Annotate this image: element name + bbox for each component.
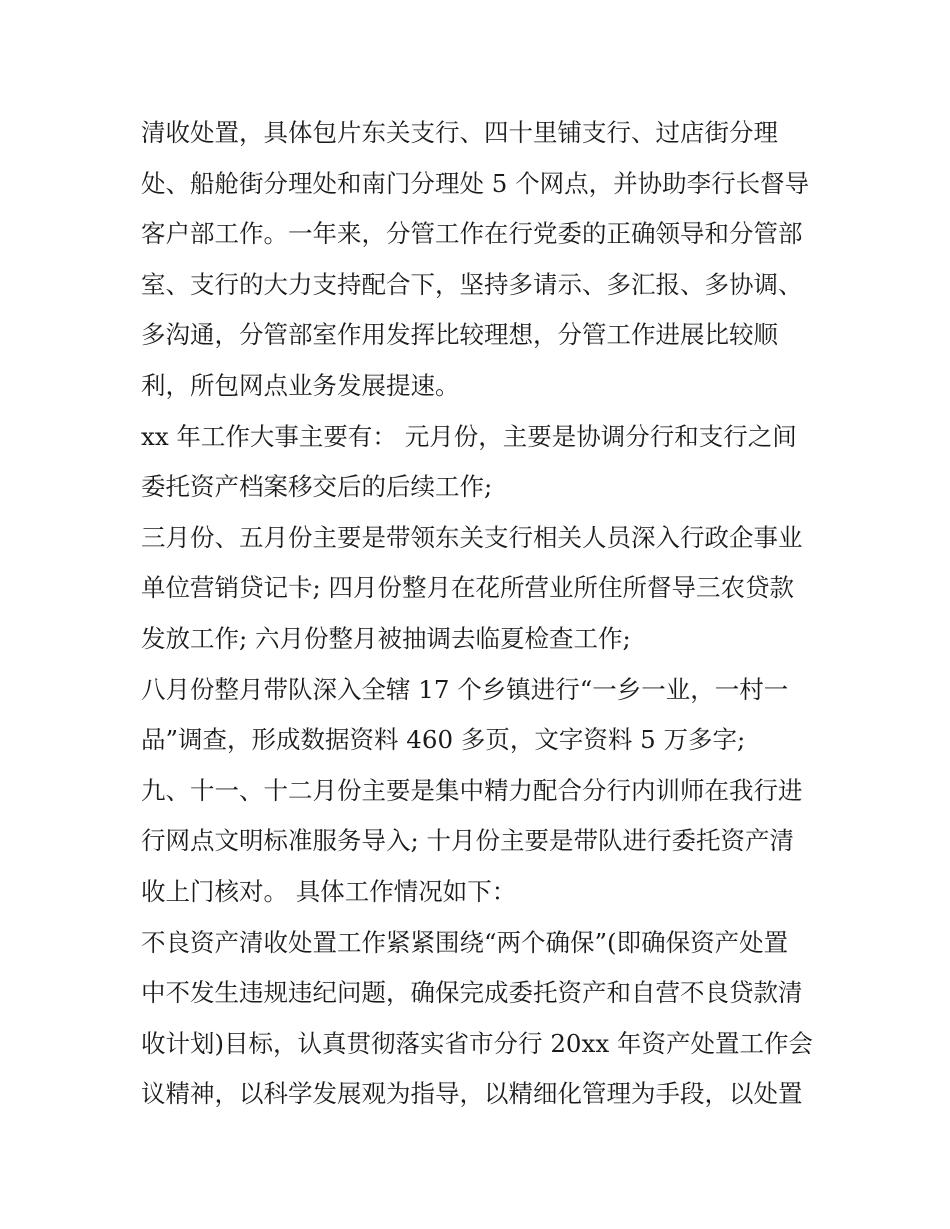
text-line-12: 八月份整月带队深入全辖 17 个乡镇进行“一乡一业，一村一	[141, 674, 789, 704]
text-line-19: 收计划)目标，认真贯彻落实省市分行 20xx 年资产处置工作会	[141, 1028, 813, 1058]
text-line-10: 单位营销贷记卡; 四月份整月在花所营业所住所督导三农贷款	[141, 573, 795, 603]
text-line-9: 三月份、五月份主要是带领东关支行相关人员深入行政企事业	[141, 522, 803, 552]
text-line-17: 不良资产清收处置工作紧紧围绕“两个确保”(即确保资产处置	[141, 927, 789, 957]
document-body	[141, 108, 821, 1120]
text-line-20: 议精神，以科学发展观为指导，以精细化管理为手段，以处置	[141, 1079, 803, 1109]
text-line-7: xx 年工作大事主要有： 元月份，主要是协调分行和支行之间	[141, 421, 797, 451]
text-line-13: 品”调查，形成数据资料 460 多页，文字资料 5 万多字;	[141, 725, 746, 755]
text-line-18: 中不发生违规违纪问题，确保完成委托资产和自营不良贷款清	[141, 978, 803, 1008]
text-line-15: 行网点文明标准服务导入; 十月份主要是带队进行委托资产清	[141, 826, 795, 856]
text-line-4: 室、支行的大力支持配合下，坚持多请示、多汇报、多协调、	[141, 269, 803, 299]
text-line-5: 多沟通，分管部室作用发挥比较理想，分管工作进展比较顺	[141, 320, 778, 350]
text-line-6: 利，所包网点业务发展提速。	[141, 370, 460, 400]
text-line-3: 客户部工作。一年来，分管工作在行党委的正确领导和分管部	[141, 219, 803, 249]
text-line-8: 委托资产档案移交后的后续工作;	[141, 472, 493, 502]
text-line-1: 清收处置，具体包片东关支行、四十里铺支行、过店街分理	[141, 118, 778, 147]
text-line-2: 处、船舱街分理处和南门分理处 5 个网点，并协助李行长督导	[141, 168, 810, 198]
text-line-14: 九、十一、十二月份主要是集中精力配合分行内训师在我行进	[141, 775, 803, 805]
text-line-16: 收上门核对。 具体工作情况如下：	[141, 876, 517, 906]
text-line-11: 发放工作; 六月份整月被抽调去临夏检查工作;	[141, 623, 631, 653]
